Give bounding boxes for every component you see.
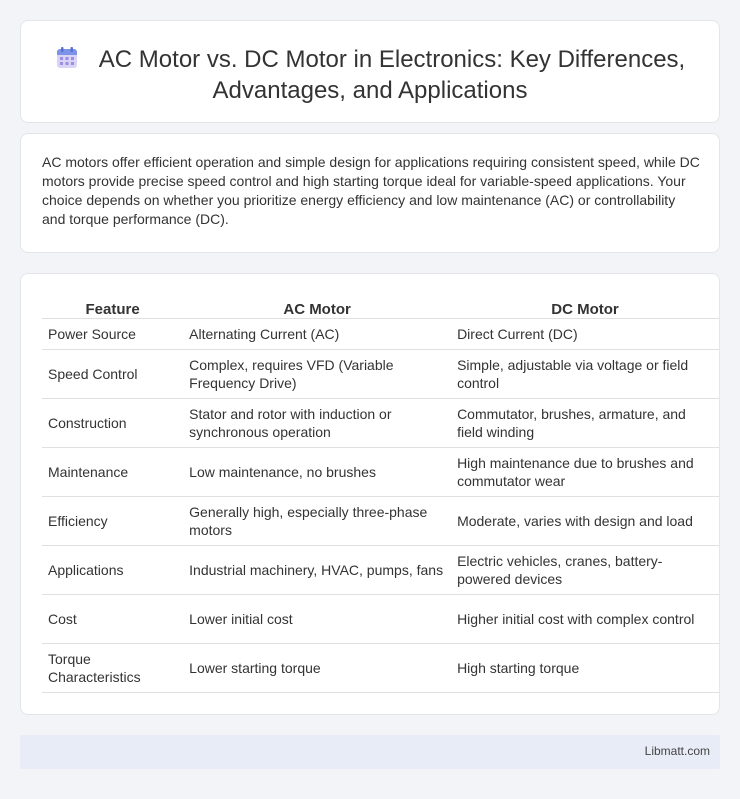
dc-cell: Simple, adjustable via voltage or field control xyxy=(451,350,719,399)
comparison-table-card xyxy=(20,273,720,715)
title-line-1: AC Motor vs. DC Motor in Electronics: Key Differences, xyxy=(98,46,686,73)
table-header-row xyxy=(42,296,719,319)
feature-cell: Power Source xyxy=(42,319,183,350)
footer-site-link[interactable]: Libmatt.com xyxy=(644,744,710,758)
title-line-2: Advantages, and Applications xyxy=(212,77,528,104)
ac-cell: Stator and rotor with induction or synchronous operation xyxy=(183,399,451,448)
dc-cell: Higher initial cost with complex control xyxy=(451,595,719,644)
table-row xyxy=(42,546,719,595)
header-feature: Feature xyxy=(42,296,183,319)
page-title xyxy=(21,44,719,106)
ac-cell: Low maintenance, no brushes xyxy=(183,448,451,497)
ac-cell: Lower initial cost xyxy=(183,595,451,644)
summary-card xyxy=(20,133,720,253)
table-row xyxy=(42,448,719,497)
header-ac-motor: AC Motor xyxy=(183,296,451,319)
footer-bar xyxy=(20,735,720,769)
ac-cell: Complex, requires VFD (Variable Frequency Drive) xyxy=(183,350,451,399)
table-row xyxy=(42,399,719,448)
ac-cell: Industrial machinery, HVAC, pumps, fans xyxy=(183,546,451,595)
ac-cell: Lower starting torque xyxy=(183,644,451,693)
ac-cell: Alternating Current (AC) xyxy=(183,319,451,350)
feature-cell: Applications xyxy=(42,546,183,595)
feature-cell: Construction xyxy=(42,399,183,448)
title-card xyxy=(20,20,720,123)
table-row xyxy=(42,595,719,644)
header-dc-motor: DC Motor xyxy=(451,296,719,319)
feature-cell: Speed Control xyxy=(42,350,183,399)
dc-cell: Moderate, varies with design and load xyxy=(451,497,719,546)
dc-cell: High maintenance due to brushes and commutator wear xyxy=(451,448,719,497)
feature-cell: Maintenance xyxy=(42,448,183,497)
feature-cell: Efficiency xyxy=(42,497,183,546)
table-row xyxy=(42,497,719,546)
calendar-grid-icon xyxy=(55,46,79,70)
table-row xyxy=(42,644,719,693)
ac-cell: Generally high, especially three-phase motors xyxy=(183,497,451,546)
summary-text: AC motors offer efficient operation and simple design for applications requiring consistent speed, while DC motors provide precise speed control and high starting torque ideal for variable-speed applications. Your choice depends on whether you prioritize energy efficiency and low maintenance (AC) or controllability and torque performance (DC). xyxy=(42,154,700,227)
table-row xyxy=(42,350,719,399)
comparison-table xyxy=(42,296,719,693)
table-row xyxy=(42,319,719,350)
dc-cell: Direct Current (DC) xyxy=(451,319,719,350)
feature-cell: Cost xyxy=(42,595,183,644)
feature-cell: Torque Characteristics xyxy=(42,644,183,693)
dc-cell: Electric vehicles, cranes, battery-powered devices xyxy=(451,546,719,595)
dc-cell: Commutator, brushes, armature, and field winding xyxy=(451,399,719,448)
dc-cell: High starting torque xyxy=(451,644,719,693)
